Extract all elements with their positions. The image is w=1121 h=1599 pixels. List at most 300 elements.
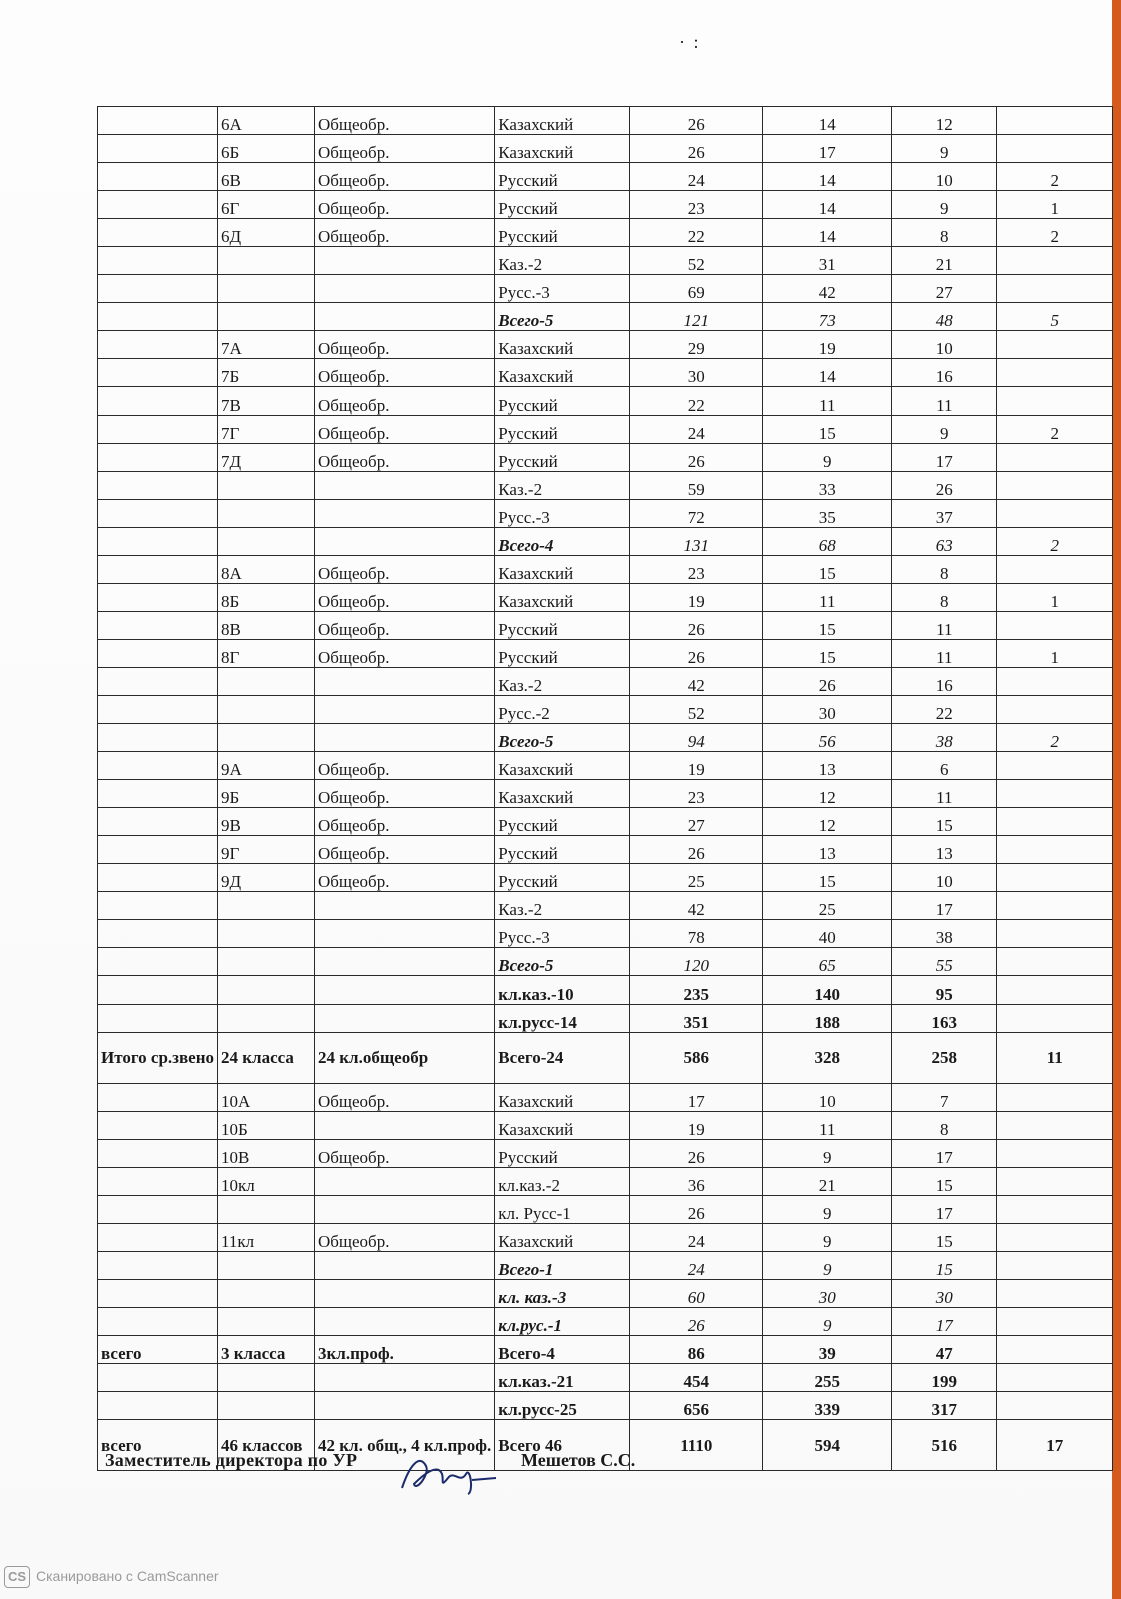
cell-extra <box>997 667 1113 695</box>
cell-language: Русский <box>495 611 630 639</box>
cell-class <box>218 1279 315 1307</box>
cell-language: кл.каз.-21 <box>495 1364 630 1392</box>
cell-girls: 22 <box>892 695 997 723</box>
cell-type <box>315 1392 495 1420</box>
cell-language: Всего-5 <box>495 303 630 331</box>
cell-girls: 37 <box>892 499 997 527</box>
cell-type: Общеобр. <box>315 836 495 864</box>
cell-language: Русский <box>495 443 630 471</box>
cell-type: Общеобр. <box>315 780 495 808</box>
cell-extra: 1 <box>997 191 1113 219</box>
cell-type <box>315 1167 495 1195</box>
cell-girls: 48 <box>892 303 997 331</box>
cell-level <box>98 191 218 219</box>
table-row <box>98 583 1113 611</box>
cell-boys: 140 <box>763 976 892 1004</box>
table-row <box>98 752 1113 780</box>
cell-class: 7А <box>218 331 315 359</box>
cell-type: Общеобр. <box>315 752 495 780</box>
cell-level <box>98 415 218 443</box>
cell-extra: 11 <box>997 1032 1113 1083</box>
cell-boys: 17 <box>763 135 892 163</box>
cell-class: 10кл <box>218 1167 315 1195</box>
cell-extra <box>997 1307 1113 1335</box>
cell-language: Русский <box>495 219 630 247</box>
cell-class: 6В <box>218 163 315 191</box>
cell-girls: 15 <box>892 1167 997 1195</box>
cell-girls: 15 <box>892 1251 997 1279</box>
cell-language: Русс.-3 <box>495 499 630 527</box>
cell-total: 22 <box>630 219 763 247</box>
cell-extra <box>997 1251 1113 1279</box>
cell-boys: 35 <box>763 499 892 527</box>
cell-extra: 1 <box>997 639 1113 667</box>
cell-extra <box>997 1139 1113 1167</box>
cell-level <box>98 976 218 1004</box>
cell-type: Общеобр. <box>315 331 495 359</box>
cell-class: 9А <box>218 752 315 780</box>
cell-language: кл.русс-25 <box>495 1392 630 1420</box>
cell-total: 586 <box>630 1032 763 1083</box>
table-row <box>98 892 1113 920</box>
cell-extra <box>997 359 1113 387</box>
cell-girls: 9 <box>892 191 997 219</box>
cell-class <box>218 1004 315 1032</box>
cell-girls: 8 <box>892 583 997 611</box>
cell-extra <box>997 275 1113 303</box>
cell-type: Общеобр. <box>315 808 495 836</box>
cell-extra <box>997 107 1113 135</box>
cell-girls: 26 <box>892 471 997 499</box>
table-row <box>98 948 1113 976</box>
cell-girls: 258 <box>892 1032 997 1083</box>
cell-total: 24 <box>630 1223 763 1251</box>
cell-boys: 12 <box>763 808 892 836</box>
cell-total: 26 <box>630 1139 763 1167</box>
scan-edge <box>1112 0 1121 1599</box>
table-row <box>98 808 1113 836</box>
cell-language: Казахский <box>495 1223 630 1251</box>
cell-class <box>218 667 315 695</box>
table-row <box>98 780 1113 808</box>
cell-boys: 14 <box>763 219 892 247</box>
cell-language: Всего-4 <box>495 527 630 555</box>
cell-level <box>98 443 218 471</box>
cell-boys: 68 <box>763 527 892 555</box>
cell-extra <box>997 1364 1113 1392</box>
cell-language: Казахский <box>495 555 630 583</box>
cell-boys: 15 <box>763 555 892 583</box>
cell-extra <box>997 1195 1113 1223</box>
cell-girls: 17 <box>892 443 997 471</box>
cell-level <box>98 667 218 695</box>
cell-girls: 10 <box>892 331 997 359</box>
cell-total: 26 <box>630 107 763 135</box>
cell-boys: 11 <box>763 387 892 415</box>
cell-type: Общеобр. <box>315 107 495 135</box>
cell-type: Общеобр. <box>315 555 495 583</box>
cell-level <box>98 359 218 387</box>
cell-level <box>98 1167 218 1195</box>
cell-level <box>98 1307 218 1335</box>
cell-type <box>315 499 495 527</box>
table-body <box>98 107 1113 1471</box>
cell-extra: 2 <box>997 724 1113 752</box>
cell-type: Общеобр. <box>315 639 495 667</box>
cell-level <box>98 1251 218 1279</box>
cell-type: Общеобр. <box>315 611 495 639</box>
cell-extra: 5 <box>997 303 1113 331</box>
cell-extra: 2 <box>997 163 1113 191</box>
cell-total: 52 <box>630 695 763 723</box>
table-row <box>98 331 1113 359</box>
cell-level <box>98 724 218 752</box>
cell-language: Всего-1 <box>495 1251 630 1279</box>
cell-boys: 39 <box>763 1335 892 1363</box>
cell-class <box>218 976 315 1004</box>
cell-boys: 30 <box>763 695 892 723</box>
cell-type <box>315 920 495 948</box>
cell-boys: 26 <box>763 667 892 695</box>
cell-girls: 9 <box>892 415 997 443</box>
cell-class: 6Г <box>218 191 315 219</box>
cell-language: Всего 46 <box>495 1420 630 1471</box>
table-row <box>98 611 1113 639</box>
table-row <box>98 1004 1113 1032</box>
cell-extra <box>997 808 1113 836</box>
cell-extra <box>997 976 1113 1004</box>
cell-extra: 2 <box>997 527 1113 555</box>
cell-extra <box>997 780 1113 808</box>
cell-extra <box>997 892 1113 920</box>
cell-type: 42 кл. общ., 4 кл.проф. <box>315 1420 495 1471</box>
cell-type: Общеобр. <box>315 1139 495 1167</box>
cell-level <box>98 275 218 303</box>
cell-extra <box>997 1167 1113 1195</box>
cell-girls: 38 <box>892 920 997 948</box>
cell-language: Русский <box>495 808 630 836</box>
cell-class <box>218 1364 315 1392</box>
cell-language: кл.каз.-10 <box>495 976 630 1004</box>
cell-total: 30 <box>630 359 763 387</box>
cell-total: 24 <box>630 1251 763 1279</box>
cell-level <box>98 836 218 864</box>
cell-language: кл.каз.-2 <box>495 1167 630 1195</box>
cell-level <box>98 611 218 639</box>
cell-level <box>98 1364 218 1392</box>
cell-language: Казахский <box>495 331 630 359</box>
cell-language: Русский <box>495 639 630 667</box>
cell-class: 7Б <box>218 359 315 387</box>
cell-total: 52 <box>630 247 763 275</box>
cell-level <box>98 527 218 555</box>
cell-level <box>98 1139 218 1167</box>
cell-level <box>98 387 218 415</box>
cell-girls: 17 <box>892 892 997 920</box>
cell-language: Русс.-3 <box>495 920 630 948</box>
cell-total: 26 <box>630 836 763 864</box>
cell-extra <box>997 864 1113 892</box>
cell-total: 24 <box>630 163 763 191</box>
cell-girls: 38 <box>892 724 997 752</box>
cell-total: 1110 <box>630 1420 763 1471</box>
cell-class: 46 классов <box>218 1420 315 1471</box>
cell-type <box>315 1111 495 1139</box>
cell-boys: 9 <box>763 1223 892 1251</box>
camscanner-watermark <box>4 1566 219 1588</box>
cell-boys: 33 <box>763 471 892 499</box>
cell-language: кл. каз.-3 <box>495 1279 630 1307</box>
cell-boys: 9 <box>763 1139 892 1167</box>
cell-type: 3кл.проф. <box>315 1335 495 1363</box>
cell-total: 25 <box>630 864 763 892</box>
cell-level <box>98 1111 218 1139</box>
table-row <box>98 724 1113 752</box>
cell-girls: 6 <box>892 752 997 780</box>
cell-total: 131 <box>630 527 763 555</box>
table-row <box>98 219 1113 247</box>
cell-type <box>315 1364 495 1392</box>
cell-extra <box>997 611 1113 639</box>
cell-girls: 17 <box>892 1307 997 1335</box>
cell-total: 78 <box>630 920 763 948</box>
cell-class <box>218 303 315 331</box>
cell-class <box>218 892 315 920</box>
table-row <box>98 1392 1113 1420</box>
cell-level: всего <box>98 1420 218 1471</box>
cell-total: 24 <box>630 415 763 443</box>
cell-level <box>98 499 218 527</box>
cell-level <box>98 555 218 583</box>
cell-total: 72 <box>630 499 763 527</box>
cell-girls: 199 <box>892 1364 997 1392</box>
cell-boys: 255 <box>763 1364 892 1392</box>
cell-girls: 15 <box>892 808 997 836</box>
cell-total: 120 <box>630 948 763 976</box>
cell-extra <box>997 499 1113 527</box>
table-row <box>98 555 1113 583</box>
cell-class <box>218 527 315 555</box>
cell-boys: 9 <box>763 443 892 471</box>
cell-class: 9В <box>218 808 315 836</box>
table-row <box>98 1111 1113 1139</box>
table-row <box>98 191 1113 219</box>
cell-total: 19 <box>630 752 763 780</box>
cell-level <box>98 1195 218 1223</box>
table-row <box>98 1083 1113 1111</box>
cell-level <box>98 219 218 247</box>
cell-total: 23 <box>630 555 763 583</box>
cell-class <box>218 1307 315 1335</box>
cell-girls: 7 <box>892 1083 997 1111</box>
cell-type: Общеобр. <box>315 387 495 415</box>
cell-total: 27 <box>630 808 763 836</box>
cell-type <box>315 275 495 303</box>
class-statistics-table <box>97 106 1113 1471</box>
cell-boys: 13 <box>763 752 892 780</box>
cell-girls: 17 <box>892 1139 997 1167</box>
cell-class: 6Б <box>218 135 315 163</box>
cell-boys: 14 <box>763 359 892 387</box>
table-row <box>98 1364 1113 1392</box>
cell-boys: 10 <box>763 1083 892 1111</box>
cell-type: Общеобр. <box>315 135 495 163</box>
cell-extra <box>997 1111 1113 1139</box>
cell-level <box>98 808 218 836</box>
cell-class <box>218 948 315 976</box>
cell-level <box>98 1279 218 1307</box>
cell-type <box>315 976 495 1004</box>
table-row <box>98 695 1113 723</box>
cell-total: 60 <box>630 1279 763 1307</box>
cell-girls: 21 <box>892 247 997 275</box>
table-row <box>98 359 1113 387</box>
cell-type <box>315 1004 495 1032</box>
table-row <box>98 976 1113 1004</box>
cell-level <box>98 948 218 976</box>
cell-extra <box>997 247 1113 275</box>
cell-total: 26 <box>630 639 763 667</box>
cell-girls: 12 <box>892 107 997 135</box>
cell-extra <box>997 1004 1113 1032</box>
cell-boys: 40 <box>763 920 892 948</box>
cell-class: 9Г <box>218 836 315 864</box>
cell-extra <box>997 752 1113 780</box>
cell-extra <box>997 948 1113 976</box>
table-row <box>98 1335 1113 1363</box>
cell-total: 59 <box>630 471 763 499</box>
cell-boys: 11 <box>763 1111 892 1139</box>
table-row <box>98 527 1113 555</box>
table-row <box>98 415 1113 443</box>
table-row <box>98 1251 1113 1279</box>
cell-class: 8Г <box>218 639 315 667</box>
cell-language: Всего-5 <box>495 948 630 976</box>
cell-language: кл.рус.-1 <box>495 1307 630 1335</box>
cell-type <box>315 527 495 555</box>
cell-type <box>315 892 495 920</box>
table-row <box>98 1307 1113 1335</box>
cell-level <box>98 1223 218 1251</box>
cell-girls: 163 <box>892 1004 997 1032</box>
cell-language: Русский <box>495 163 630 191</box>
cell-level <box>98 583 218 611</box>
table-row <box>98 1032 1113 1083</box>
cell-type: Общеобр. <box>315 415 495 443</box>
cell-type <box>315 1307 495 1335</box>
cell-extra: 2 <box>997 219 1113 247</box>
cell-class: 6А <box>218 107 315 135</box>
cell-boys: 339 <box>763 1392 892 1420</box>
cell-type: Общеобр. <box>315 864 495 892</box>
cell-type <box>315 471 495 499</box>
cell-extra <box>997 1392 1113 1420</box>
cell-extra <box>997 1083 1113 1111</box>
cell-total: 656 <box>630 1392 763 1420</box>
cell-type: Общеобр. <box>315 1083 495 1111</box>
cell-type <box>315 695 495 723</box>
cell-language: Русский <box>495 415 630 443</box>
cell-class: 24 класса <box>218 1032 315 1083</box>
cell-boys: 65 <box>763 948 892 976</box>
cell-total: 36 <box>630 1167 763 1195</box>
cell-extra <box>997 1335 1113 1363</box>
cell-girls: 9 <box>892 135 997 163</box>
cell-total: 351 <box>630 1004 763 1032</box>
cell-girls: 11 <box>892 611 997 639</box>
cell-boys: 56 <box>763 724 892 752</box>
cell-language: Русский <box>495 864 630 892</box>
table-row <box>98 1139 1113 1167</box>
cell-total: 26 <box>630 1195 763 1223</box>
cell-total: 121 <box>630 303 763 331</box>
cell-language: кл. Русс-1 <box>495 1195 630 1223</box>
cell-language: Каз.-2 <box>495 471 630 499</box>
cell-extra <box>997 920 1113 948</box>
cell-class: 3 класса <box>218 1335 315 1363</box>
cell-boys: 9 <box>763 1307 892 1335</box>
cell-level <box>98 920 218 948</box>
cell-class: 7В <box>218 387 315 415</box>
cell-language: Казахский <box>495 752 630 780</box>
cell-boys: 9 <box>763 1251 892 1279</box>
cell-girls: 15 <box>892 1223 997 1251</box>
cell-boys: 11 <box>763 583 892 611</box>
cell-class <box>218 695 315 723</box>
cell-boys: 12 <box>763 780 892 808</box>
table-row <box>98 135 1113 163</box>
cell-total: 94 <box>630 724 763 752</box>
cell-class: 8В <box>218 611 315 639</box>
cell-language: Казахский <box>495 135 630 163</box>
table-row <box>98 864 1113 892</box>
cell-total: 29 <box>630 331 763 359</box>
cell-total: 17 <box>630 1083 763 1111</box>
cell-level <box>98 163 218 191</box>
cell-language: Русский <box>495 1139 630 1167</box>
cell-level <box>98 303 218 331</box>
cell-total: 69 <box>630 275 763 303</box>
header-marks: · : <box>679 32 701 52</box>
cell-boys: 14 <box>763 107 892 135</box>
cell-level <box>98 107 218 135</box>
cell-extra: 17 <box>997 1420 1113 1471</box>
cell-boys: 25 <box>763 892 892 920</box>
cell-type <box>315 667 495 695</box>
cell-girls: 11 <box>892 780 997 808</box>
cell-girls: 317 <box>892 1392 997 1420</box>
table-row <box>98 303 1113 331</box>
cell-girls: 8 <box>892 1111 997 1139</box>
cell-extra <box>997 695 1113 723</box>
cell-language: Всего-24 <box>495 1032 630 1083</box>
cell-total: 26 <box>630 443 763 471</box>
cell-class: 10А <box>218 1083 315 1111</box>
cell-language: Каз.-2 <box>495 892 630 920</box>
cell-girls: 8 <box>892 219 997 247</box>
cell-language: Русский <box>495 191 630 219</box>
cell-language: Казахский <box>495 107 630 135</box>
camscanner-text: Сканировано с CamScanner <box>36 1568 219 1584</box>
cell-class: 11кл <box>218 1223 315 1251</box>
cell-extra <box>997 331 1113 359</box>
cell-boys: 42 <box>763 275 892 303</box>
cell-total: 23 <box>630 780 763 808</box>
cell-language: Казахский <box>495 780 630 808</box>
cell-language: кл.русс-14 <box>495 1004 630 1032</box>
table-row <box>98 920 1113 948</box>
cell-level <box>98 780 218 808</box>
